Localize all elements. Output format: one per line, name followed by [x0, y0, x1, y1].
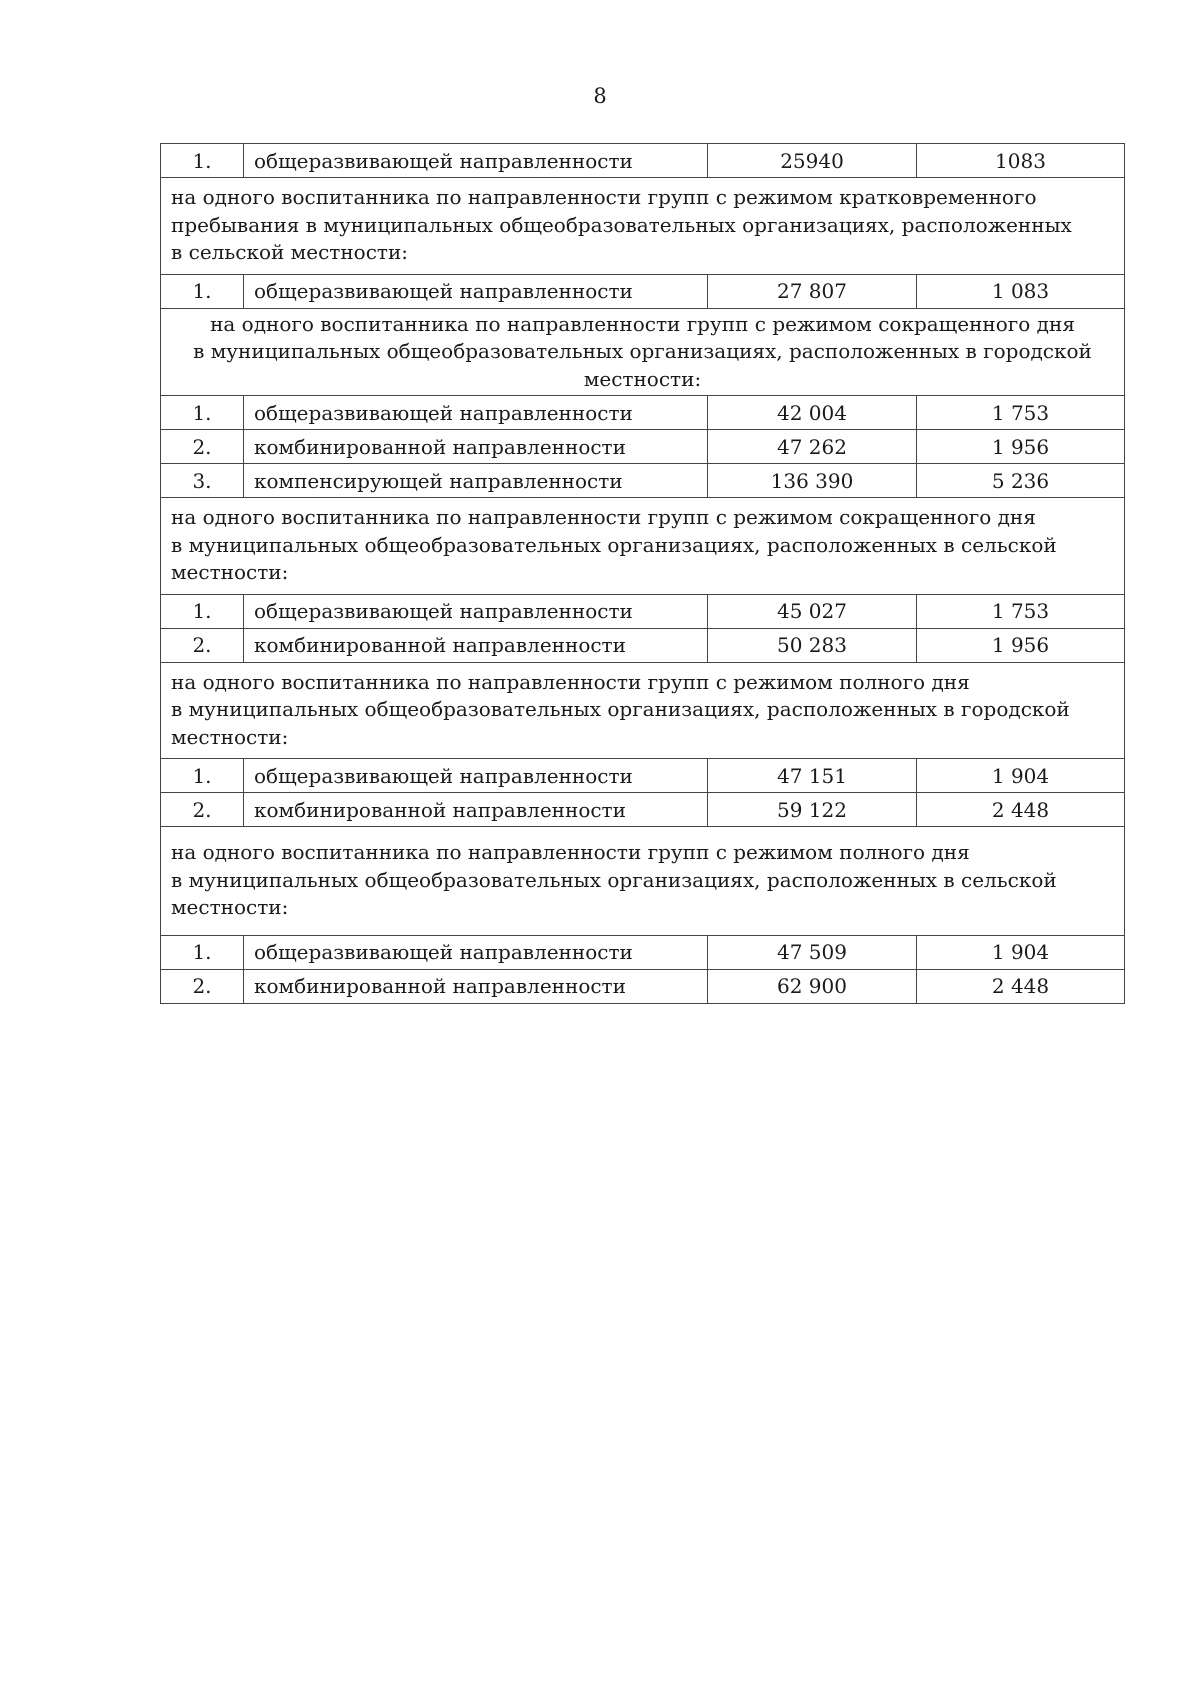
row-value-1: 59 122 — [708, 793, 917, 827]
section-header-line: на одного воспитанника по направленности групп с режимом кратковременного — [171, 185, 1037, 209]
row-name: комбинированной направленности — [244, 793, 708, 827]
row-value-2: 1 904 — [917, 759, 1125, 793]
row-value-1: 47 262 — [708, 430, 917, 464]
table-row — [161, 144, 1125, 178]
row-value-2: 2 448 — [917, 969, 1125, 1003]
row-name: общеразвивающей направленности — [244, 274, 708, 308]
row-value-1: 136 390 — [708, 464, 917, 498]
row-value-1: 47 509 — [708, 935, 917, 969]
row-number: 1. — [161, 594, 244, 628]
row-number: 2. — [161, 969, 244, 1003]
row-name: компенсирующей направленности — [244, 464, 708, 498]
row-number: 1. — [161, 144, 244, 178]
row-value-2: 1083 — [917, 144, 1125, 178]
row-name: общеразвивающей направленности — [244, 594, 708, 628]
section-header-row — [161, 662, 1125, 759]
row-value-1: 25940 — [708, 144, 917, 178]
row-value-1: 50 283 — [708, 628, 917, 662]
section-header-line: в сельской местности: — [171, 240, 409, 264]
table-row — [161, 969, 1125, 1003]
table-row — [161, 628, 1125, 662]
row-name: общеразвивающей направленности — [244, 935, 708, 969]
section-header-row — [161, 498, 1125, 595]
table-row — [161, 594, 1125, 628]
row-value-1: 27 807 — [708, 274, 917, 308]
row-number: 1. — [161, 759, 244, 793]
row-value-1: 47 151 — [708, 759, 917, 793]
section-header-line: местности: — [583, 366, 702, 391]
row-name: комбинированной направленности — [244, 969, 708, 1003]
row-value-1: 42 004 — [708, 396, 917, 430]
section-header-line: на одного воспитанника по направленности групп с режимом сокращенного дня — [210, 311, 1075, 336]
section-header — [161, 498, 1125, 595]
row-value-2: 1 956 — [917, 628, 1125, 662]
row-value-2: 1 083 — [917, 274, 1125, 308]
row-value-2: 5 236 — [917, 464, 1125, 498]
section-header-line: на одного воспитанника по направленности групп с режимом полного дня — [171, 840, 970, 864]
row-number: 2. — [161, 793, 244, 827]
table-row — [161, 274, 1125, 308]
table-row — [161, 464, 1125, 498]
section-header-line: местности: — [171, 895, 289, 919]
section-header-row — [161, 178, 1125, 275]
row-value-1: 45 027 — [708, 594, 917, 628]
section-header-line: в муниципальных общеобразовательных организациях, расположенных в городской — [193, 339, 1092, 363]
row-number: 3. — [161, 464, 244, 498]
row-name: общеразвивающей направленности — [244, 759, 708, 793]
section-header — [161, 827, 1125, 936]
section-header-line: на одного воспитанника по направленности групп с режимом сокращенного дня — [171, 505, 1036, 529]
row-number: 1. — [161, 396, 244, 430]
section-header-row — [161, 827, 1125, 936]
row-number: 2. — [161, 628, 244, 662]
section-header-row — [161, 308, 1125, 396]
row-name: общеразвивающей направленности — [244, 144, 708, 178]
norms-table — [160, 143, 1125, 1004]
section-header-line: в муниципальных общеобразовательных организациях, расположенных в сельской — [171, 867, 1057, 892]
row-name: общеразвивающей направленности — [244, 396, 708, 430]
table-row — [161, 759, 1125, 793]
section-header-line: в муниципальных общеобразовательных организациях, расположенных в сельской — [171, 532, 1057, 557]
row-value-2: 1 956 — [917, 430, 1125, 464]
section-header — [161, 308, 1125, 396]
row-value-2: 1 753 — [917, 396, 1125, 430]
table-row — [161, 430, 1125, 464]
row-number: 2. — [161, 430, 244, 464]
row-name: комбинированной направленности — [244, 430, 708, 464]
row-name: комбинированной направленности — [244, 628, 708, 662]
row-value-2: 1 904 — [917, 935, 1125, 969]
section-header-line: пребывания в муниципальных общеобразовательных организациях, расположенных — [171, 212, 1072, 237]
table-row — [161, 935, 1125, 969]
row-value-2: 2 448 — [917, 793, 1125, 827]
section-header-line: в муниципальных общеобразовательных организациях, расположенных в городской — [171, 697, 1070, 721]
row-value-1: 62 900 — [708, 969, 917, 1003]
section-header-line: местности: — [171, 724, 289, 749]
row-number: 1. — [161, 935, 244, 969]
section-header-line: на одного воспитанника по направленности групп с режимом полного дня — [171, 669, 970, 694]
section-header — [161, 662, 1125, 759]
section-header-line: местности: — [171, 560, 289, 584]
page-number: 8 — [593, 84, 607, 108]
row-number: 1. — [161, 274, 244, 308]
section-header — [161, 178, 1125, 275]
table-row — [161, 396, 1125, 430]
row-value-2: 1 753 — [917, 594, 1125, 628]
table-row — [161, 793, 1125, 827]
